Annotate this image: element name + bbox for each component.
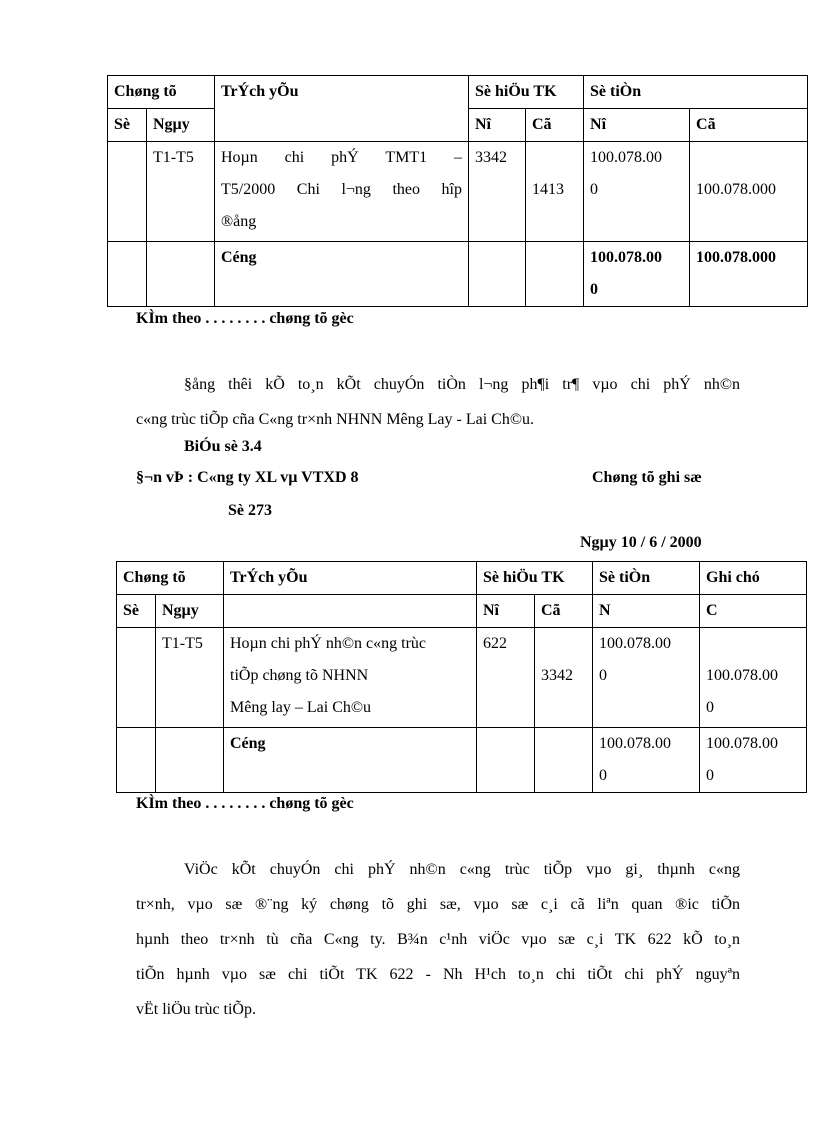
table-total-row bbox=[108, 242, 808, 307]
header-co-amount: Cã bbox=[690, 109, 808, 142]
cell-trich-yeu bbox=[215, 142, 469, 242]
amount-line: 0 bbox=[590, 281, 599, 298]
amount-line: 100.078.000 bbox=[696, 181, 777, 198]
total-so-tien bbox=[593, 728, 700, 793]
header-no: Nî bbox=[469, 109, 526, 142]
cell-co-tk bbox=[535, 628, 593, 728]
header-so: Sè bbox=[117, 595, 156, 628]
amount-line: 100.078.00 bbox=[599, 735, 672, 752]
table-row bbox=[108, 142, 808, 242]
header-ngay: Ngµy bbox=[156, 595, 224, 628]
header-no-amount: Nî bbox=[584, 109, 690, 142]
header-no: Nî bbox=[477, 595, 535, 628]
header-so-tien: Sè tiÒn bbox=[593, 562, 700, 595]
cell-ngay: T1-T5 bbox=[156, 628, 224, 728]
trich-yeu-line: tiÕp chøng tõ NHNN bbox=[230, 667, 369, 684]
trich-yeu-line: Hoµn chi phÝ nh©n c«ng trùc bbox=[230, 635, 427, 652]
cell-ghi-chu bbox=[700, 628, 807, 728]
table-2 bbox=[116, 561, 807, 793]
trich-yeu-line: Mêng lay – Lai Ch©u bbox=[230, 699, 372, 716]
note-attached-docs-1: KÌm theo . . . . . . . . chøng tõ gèc bbox=[136, 310, 354, 327]
amount-line: 100.078.00 bbox=[599, 635, 672, 652]
paragraph-line: vËt liÖu trùc tiÕp. bbox=[136, 1001, 256, 1018]
amount-line: 100.078.00 bbox=[706, 735, 779, 752]
table-total-row bbox=[117, 728, 807, 793]
chung-tu-ghi-so: Chøng tõ ghi sæ bbox=[592, 469, 702, 486]
header-ngay: Ngµy bbox=[147, 109, 215, 142]
total-no bbox=[584, 242, 690, 307]
amount-line: 0 bbox=[599, 767, 608, 784]
cell-ngay: T1-T5 bbox=[147, 142, 215, 242]
so-number: Sè 273 bbox=[228, 502, 272, 519]
amount-line: 0 bbox=[706, 699, 715, 716]
note-attached-docs-2: KÌm theo . . . . . . . . chøng tõ gèc bbox=[136, 795, 354, 812]
trich-yeu-line: Hoµn chi phÝ TMT1 – bbox=[221, 149, 462, 166]
cell-no-tk: 622 bbox=[477, 628, 535, 728]
total-label: Céng bbox=[224, 728, 477, 793]
don-vi: §¬n vÞ : C«ng ty XL vµ VTXD 8 bbox=[136, 469, 359, 486]
header-co: Cã bbox=[535, 595, 593, 628]
header-c: C bbox=[700, 595, 807, 628]
cell-so bbox=[108, 142, 147, 242]
trich-yeu-line: T5/2000 Chi l¬ng theo hîp bbox=[221, 181, 462, 198]
cell-co-tk bbox=[526, 142, 584, 242]
cell-so-tien-co bbox=[690, 142, 808, 242]
paragraph-line: tr×nh, vµo sæ ®¨ng ký chøng tõ ghi sæ, vµo sæ c¸i cã liªn quan ®ic tiÕn bbox=[136, 896, 740, 913]
cell-so-tien bbox=[593, 628, 700, 728]
amount-line: 100.078.00 bbox=[590, 249, 663, 266]
bieu-so: BiÓu sè 3.4 bbox=[184, 438, 262, 455]
header-trich-yeu: TrÝch yÕu bbox=[215, 76, 469, 142]
amount-line: 100.078.00 bbox=[590, 149, 663, 166]
paragraph-line: c«ng trùc tiÕp cña C«ng tr×nh NHNN Mêng Lay - Lai Ch©u. bbox=[136, 411, 534, 428]
paragraph-1 bbox=[136, 367, 740, 437]
header-co: Cã bbox=[526, 109, 584, 142]
amount-line: 0 bbox=[590, 181, 599, 198]
co-tk-value: 3342 bbox=[541, 667, 573, 684]
table-row bbox=[117, 628, 807, 728]
cell-no-tk: 3342 bbox=[469, 142, 526, 242]
header-chung-tu: Chøng tõ bbox=[117, 562, 224, 595]
paragraph-line: hµnh theo tr×nh tù cña C«ng ty. B¾n c¹nh viÖc vµo sæ c¸i TK 622 kÕ to¸n bbox=[136, 931, 740, 948]
paragraph-line: tiÕn hµnh vµo sæ chi tiÕt TK 622 - Nh H¹ch to¸n chi tiÕt chi phÝ nguyªn bbox=[136, 966, 740, 983]
co-tk-value: 1413 bbox=[532, 181, 564, 198]
paragraph-2 bbox=[136, 852, 740, 1027]
header-so: Sè bbox=[108, 109, 147, 142]
cell-so bbox=[117, 628, 156, 728]
header-chung-tu: Chøng tõ bbox=[108, 76, 215, 109]
header-ghi-chu: Ghi chó bbox=[700, 562, 807, 595]
paragraph-line: §ång thêi kÕ to¸n kÕt chuyÓn tiÒn l¬ng ph¶i tr¶ vµo chi phÝ nh©n bbox=[184, 376, 740, 393]
header-trich-yeu: TrÝch yÕu bbox=[224, 562, 477, 595]
header-so-hieu-tk: Sè hiÖu TK bbox=[469, 76, 584, 109]
header-so-hieu-tk: Sè hiÖu TK bbox=[477, 562, 593, 595]
total-co: 100.078.000 bbox=[690, 242, 808, 307]
cell-so-tien-no bbox=[584, 142, 690, 242]
trich-yeu-line: ®ång bbox=[221, 213, 257, 230]
amount-line: 100.078.00 bbox=[706, 667, 779, 684]
table-1 bbox=[107, 75, 808, 307]
total-label: Céng bbox=[215, 242, 469, 307]
amount-line: 0 bbox=[706, 767, 715, 784]
cell-trich-yeu bbox=[224, 628, 477, 728]
total-ghi-chu bbox=[700, 728, 807, 793]
header-n: N bbox=[593, 595, 700, 628]
paragraph-line: ViÖc kÕt chuyÓn chi phÝ nh©n c«ng trùc tiÕp vµo gi¸ thµnh c«ng bbox=[184, 861, 740, 878]
header-so-tien: Sè tiÒn bbox=[584, 76, 808, 109]
amount-line: 0 bbox=[599, 667, 608, 684]
ngay-date: Ngµy 10 / 6 / 2000 bbox=[580, 534, 702, 551]
